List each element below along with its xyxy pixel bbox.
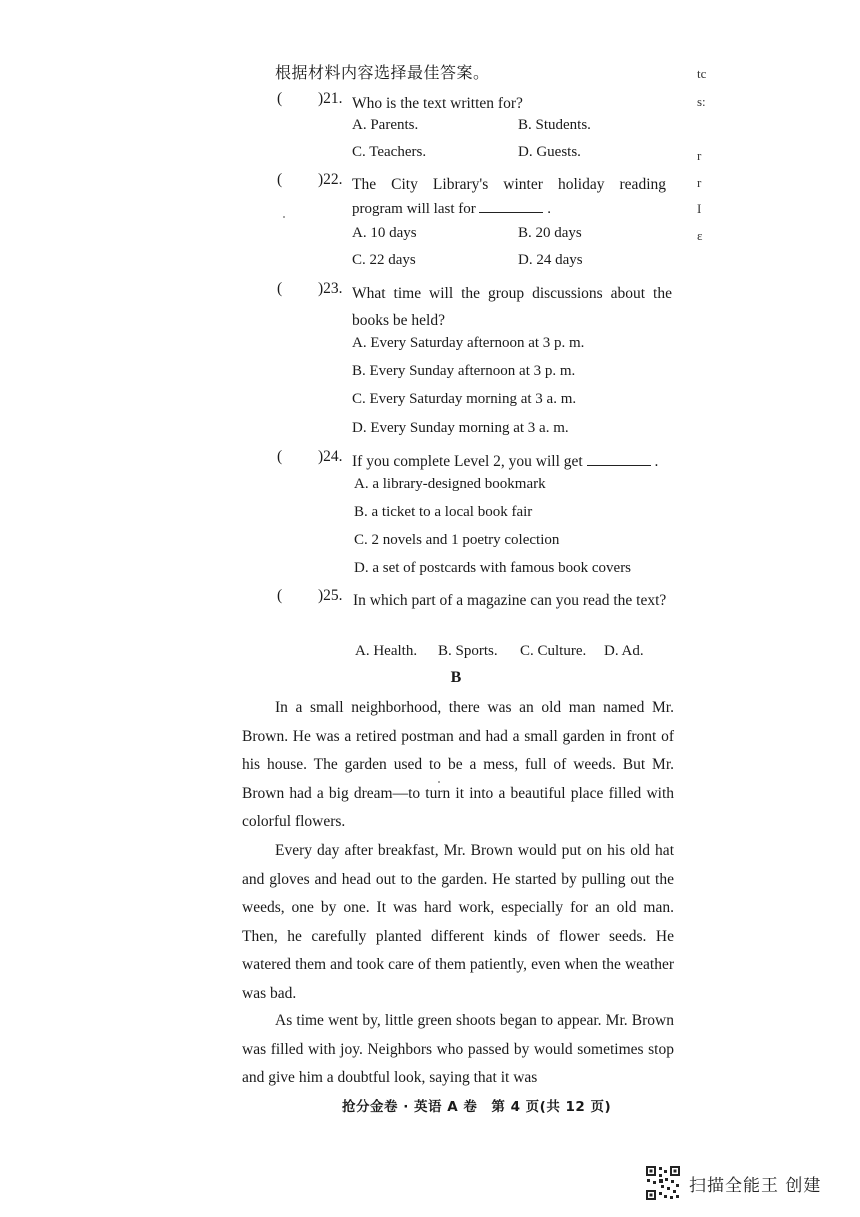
passage-paragraph-2: Every day after breakfast, Mr. Brown would put on his old hat and gloves and head out to the garden. He started by pulling out the weeds, one by one. It was hard work, especially for an old man. Then, he carefully planted different kinds of flower seeds. He watered them and took care of them patiently, even when the weather was bad. <box>242 842 674 1002</box>
answer-blank <box>587 451 651 466</box>
qr-code-icon <box>645 1165 681 1201</box>
edge-fragment: tc <box>697 66 707 81</box>
option-d: D. 24 days <box>518 252 583 268</box>
question-number: )25. <box>318 587 343 604</box>
option-a: A. 10 days <box>352 225 417 241</box>
scan-speck <box>438 781 440 783</box>
option-a: A. Health. <box>355 643 418 659</box>
answer-blank <box>479 198 543 213</box>
option-a: A. Parents. <box>352 117 419 133</box>
question-number: )23. <box>318 280 343 297</box>
option-b: B. Students. <box>518 117 591 133</box>
edge-fragment: r <box>697 148 702 163</box>
option-c: C. 2 novels and 1 poetry colection <box>354 532 560 548</box>
question-number: )21. <box>318 90 343 107</box>
option-d: D. Guests. <box>518 144 581 160</box>
option-c: C. Every Saturday morning at 3 a. m. <box>352 391 577 407</box>
passage-paragraph-1: In a small neighborhood, there was an old man named Mr. Brown. He was a retired postman and had a small garden in front of his house. The garden used to be a mess, full of weeds. But Mr. Brown had a big dream—to turn it into a beautiful place filled with colorful flowers. <box>242 699 674 830</box>
page-footer: 抢分金卷 · 英语 A 卷 第 4 页(共 12 页) <box>342 1099 612 1115</box>
question-stem: What time will the group discussions about the books be held? <box>352 285 672 329</box>
answer-paren: ( <box>277 171 283 188</box>
question-stem: In which part of a magazine can you read the text? <box>353 592 667 609</box>
question-stem-line-1: The City Library's winter holiday reading <box>352 176 666 193</box>
instruction-text: 根据材料内容选择最佳答案。 <box>275 63 490 82</box>
answer-paren: ( <box>277 280 283 297</box>
watermark-text: 扫描全能王 创建 <box>689 1175 822 1196</box>
edge-fragment: r <box>697 175 702 190</box>
option-d: D. a set of postcards with famous book covers <box>354 560 632 576</box>
answer-paren: ( <box>277 90 283 107</box>
section-heading: B <box>450 669 462 686</box>
question-number: )22. <box>318 171 343 188</box>
option-d: D. Every Sunday morning at 3 a. m. <box>352 420 569 436</box>
option-b: B. 20 days <box>518 225 582 241</box>
edge-fragment: I <box>697 201 702 216</box>
option-b: B. a ticket to a local book fair <box>354 504 533 520</box>
option-a: A. a library-designed bookmark <box>354 476 546 492</box>
option-c: C. Culture. <box>520 643 587 659</box>
question-stem: Who is the text written for? <box>352 95 523 112</box>
stem-end: . <box>547 201 551 217</box>
option-b: B. Sports. <box>438 643 498 659</box>
question-number: )24. <box>318 448 343 465</box>
option-c: C. 22 days <box>352 252 416 268</box>
scan-speck <box>283 216 285 218</box>
scanner-watermark <box>645 1165 821 1201</box>
option-d: D. Ad. <box>604 643 644 659</box>
option-b: B. Every Sunday afternoon at 3 p. m. <box>352 363 576 379</box>
question-stem <box>352 448 692 475</box>
stem-text: program will last for <box>352 201 476 217</box>
option-c: C. Teachers. <box>352 144 427 160</box>
edge-fragment: s: <box>697 94 706 109</box>
passage-paragraph-3: As time went by, little green shoots began to appear. Mr. Brown was filled with joy. Neighbors who passed by would sometimes stop and give him a doubtful look, saying that it was <box>242 1012 674 1086</box>
answer-paren: ( <box>277 587 283 604</box>
edge-fragment: ε <box>697 228 703 243</box>
option-a: A. Every Saturday afternoon at 3 p. m. <box>352 335 585 351</box>
question-stem-line-2 <box>352 198 551 218</box>
stem-text: If you complete Level 2, you will get <box>352 453 583 470</box>
stem-end: . <box>654 453 659 470</box>
answer-paren: ( <box>277 448 283 465</box>
